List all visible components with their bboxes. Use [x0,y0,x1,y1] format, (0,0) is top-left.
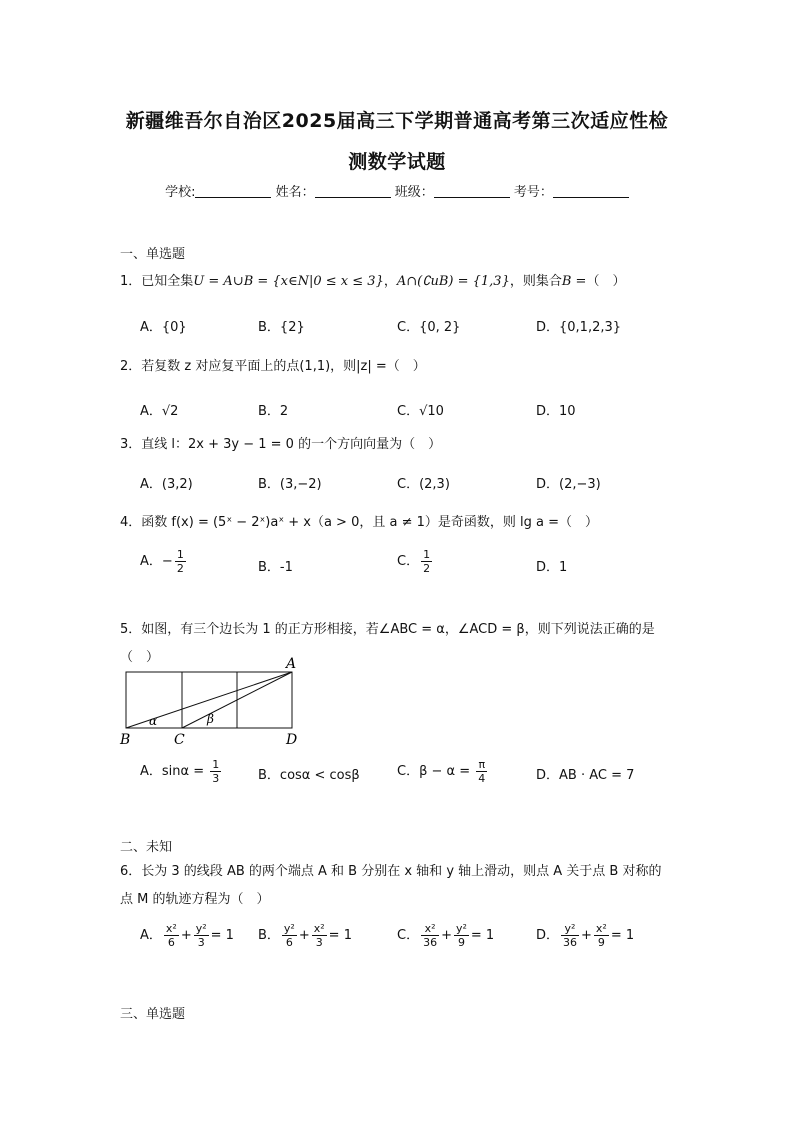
equation-rhs: = 1 [210,928,234,943]
fraction-denominator: 36 [423,936,438,949]
angle-beta: β [207,712,214,726]
school-label: 学校: [165,185,196,200]
option-label: B． [258,928,280,943]
fraction [282,922,297,949]
section-heading: 三、单选题 [120,1007,186,1022]
question-4: 4．函数 f(x) = (5ˣ − 2ˣ)aˣ + x（a > 0，且 a ≠ 1）是奇函数，则 lg a =（ ） [120,515,598,530]
fraction-numerator: y² [195,922,207,935]
set-formula-b: B = [561,274,587,289]
set-formula-u: U = A∪B = {x∈N|0 ≤ x ≤ 3} [193,274,384,289]
plus-sign: + [180,928,192,943]
section-heading: 二、未知 [120,840,173,855]
fraction [175,548,186,575]
separator: ， [383,274,397,289]
option-label: C． [397,554,420,569]
exam-number-blank [553,185,629,198]
question-6-line1: 6．长为 3 的线段 AB 的两个端点 A 和 B 分别在 x 轴和 y 轴上滑动，则点 A 关于点 B 对称的 [120,864,662,879]
question-5-line1: 5．如图，有三个边长为 1 的正方形相接，若∠ABC = α，∠ACD = β，则下列说法正确的是 [120,622,655,637]
label-c: C [174,732,185,747]
fraction [164,922,179,949]
equation-rhs: = 1 [610,928,635,943]
option-d[interactable]: D．AB · AC = 7 [536,768,635,783]
fraction [194,922,209,949]
question-number: 1． [120,274,142,289]
plus-sign: + [441,928,452,943]
fraction [421,548,432,575]
option-a[interactable]: A．√2 [140,404,179,419]
exam-number-label: 考号： [513,185,553,200]
section-heading: 一、单选题 [120,247,186,262]
option-d[interactable]: D．10 [536,404,576,419]
option-b[interactable] [258,922,352,949]
fraction-denominator: 6 [167,936,175,949]
option-b[interactable]: B．cosα < cosβ [258,768,360,783]
option-label: C．β − α = [397,764,475,779]
option-c[interactable] [397,548,434,575]
question-5-line2: （ ） [120,650,160,665]
fraction-numerator: 1 [212,758,220,771]
fraction [312,922,327,949]
fraction [421,922,439,949]
question-text: 已知全集 [141,274,194,289]
option-label: A． [140,554,162,569]
option-b[interactable]: B．-1 [258,560,293,575]
minus-sign: − [161,554,173,569]
plus-sign: + [298,928,310,943]
fraction-denominator: 3 [212,772,220,785]
question-2: 2．若复数 z 对应复平面上的点(1,1)，则|z| =（ ） [120,359,426,374]
fraction-numerator: x² [421,922,439,936]
option-a[interactable] [140,758,223,785]
equation-rhs: = 1 [470,928,495,943]
option-d[interactable]: D．1 [536,560,568,575]
option-a[interactable]: A．{0} [140,320,187,335]
fraction-denominator: 2 [423,562,431,575]
option-c[interactable] [397,922,494,949]
fraction [594,922,609,949]
fraction-numerator: π [476,758,487,772]
option-d[interactable]: D．(2,−3) [536,477,601,492]
question-text: ，则集合 [509,274,562,289]
option-b[interactable]: B．(3,−2) [258,477,322,492]
three-squares-figure [112,652,312,747]
option-label: A．sinα = [140,764,209,779]
fraction-denominator: 2 [176,562,184,575]
fraction-denominator: 6 [285,936,293,949]
fraction-numerator: 1 [176,548,184,561]
plus-sign: + [581,928,592,943]
fraction-numerator: 1 [423,548,431,561]
option-a[interactable] [140,548,188,575]
label-d: D [286,732,298,747]
label-b: B [120,732,131,747]
question-1 [120,268,680,296]
question-6 [120,858,680,914]
exam-title-line2: 测数学试题 [348,151,446,173]
label-a: A [286,656,297,672]
name-label: 姓名： [275,185,315,200]
fraction-numerator: x² [165,922,177,935]
answer-bracket: （ ） [586,274,626,289]
option-c[interactable]: C．√10 [397,404,444,419]
class-label: 班级： [394,185,434,200]
question-6-line2: 点 M 的轨迹方程为（ ） [120,892,270,907]
fraction-numerator: y² [561,922,579,936]
exam-title-line1: 新疆维吾尔自治区2025届高三下学期普通高考第三次适应性检 [125,110,669,132]
question-3: 3．直线 l：2x + 3y − 1 = 0 的一个方向向量为（ ） [120,437,442,452]
student-info-row [0,181,794,200]
option-b[interactable]: B．2 [258,404,289,419]
fraction-denominator: 3 [315,936,323,949]
fraction-numerator: y² [283,922,295,935]
angle-alpha: α [149,714,158,728]
fraction-denominator: 9 [597,936,605,949]
fraction [561,922,579,949]
option-c[interactable]: C．(2,3) [397,477,450,492]
name-blank [315,185,391,198]
school-blank [195,185,271,198]
fraction-numerator: y² [455,922,467,935]
fraction [476,758,487,785]
class-blank [434,185,510,198]
option-label: C． [397,928,420,943]
option-c[interactable]: C．{0, 2} [397,320,461,335]
fraction-denominator: 3 [197,936,205,949]
fraction-numerator: x² [313,922,325,935]
fraction-numerator: x² [595,922,607,935]
option-a[interactable] [140,922,234,949]
fraction-denominator: 4 [478,772,486,785]
fraction-denominator: 9 [457,936,465,949]
equation-rhs: = 1 [328,928,352,943]
option-d[interactable] [536,922,634,949]
option-c[interactable] [397,758,489,785]
option-a[interactable]: A．(3,2) [140,477,193,492]
fraction-denominator: 36 [563,936,578,949]
option-label: A． [140,928,162,943]
fraction [210,758,221,785]
option-b[interactable]: B．{2} [258,320,305,335]
fraction [454,922,469,949]
option-d[interactable]: D．{0,1,2,3} [536,320,622,335]
option-label: D． [536,928,560,943]
set-formula-a: A∩(∁uB) = {1,3} [396,274,510,289]
